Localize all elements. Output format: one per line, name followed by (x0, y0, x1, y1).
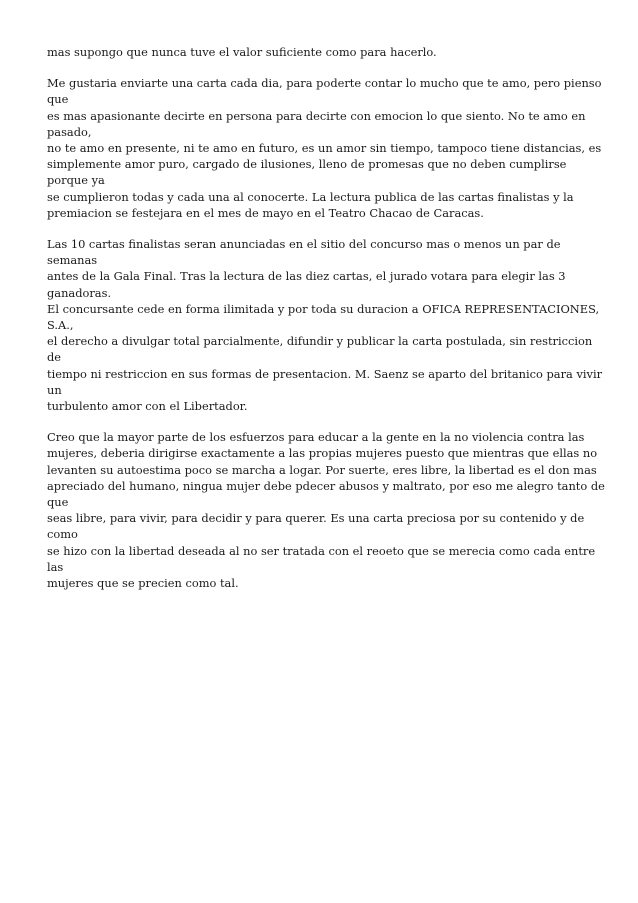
document-body (47, 44, 607, 606)
paragraph-1: mas supongo que nunca tuve el valor suficiente como para hacerlo. (47, 45, 437, 59)
paragraph-2: Me gustaria enviarte una carta cada dia, para poderte contar lo mucho que te amo, pero pienso que es mas apasionante decirte en persona para decirte con emocion lo que siento. No te amo en pasado, no te amo en presente, ni te amo en futuro, es un amor sin tiempo, tampoco tiene distancias, es simplemente amor puro, cargado de ilusiones, lleno de promesas que no deben cumplirse porque ya se cumplieron todas y cada una al conocerte. La lectura publica de las cartas finalistas y la premiacion se festejara en el mes de mayo en el Teatro Chacao de Caracas. (47, 76, 602, 220)
paragraph-3: Las 10 cartas finalistas seran anunciadas en el sitio del concurso mas o menos un par de semanas antes de la Gala Final. Tras la lectura de las diez cartas, el jurado votara para elegir las 3 ganadoras. El concursante cede en forma ilimitada y por toda su duracion a OFICA REPRESENTACIONES, S.A., el derecho a divulgar total parcialmente, difundir y publicar la carta postulada, sin restriccion de tiempo ni restriccion en sus formas de presentacion. M. Saenz se aparto del britanico para vivir un turbulento amor con el Libertador. (47, 237, 603, 414)
paragraph-4: Creo que la mayor parte de los esfuerzos para educar a la gente en la no violencia contra las mujeres, deberia dirigirse exactamente a las propias mujeres puesto que mientras que ellas no levanten su autoestima poco se marcha a logar. Por suerte, eres libre, la libertad es el don mas apreciado del humano, ningua mujer debe pdecer abusos y maltrato, por eso me alegro tanto de que seas libre, para vivir, para decidir y para querer. Es una carta preciosa por su contenido y de como se hizo con la libertad deseada al no ser tratada con el reoeto que se merecia como cada entre las mujeres que se precien como tal. (47, 430, 605, 591)
